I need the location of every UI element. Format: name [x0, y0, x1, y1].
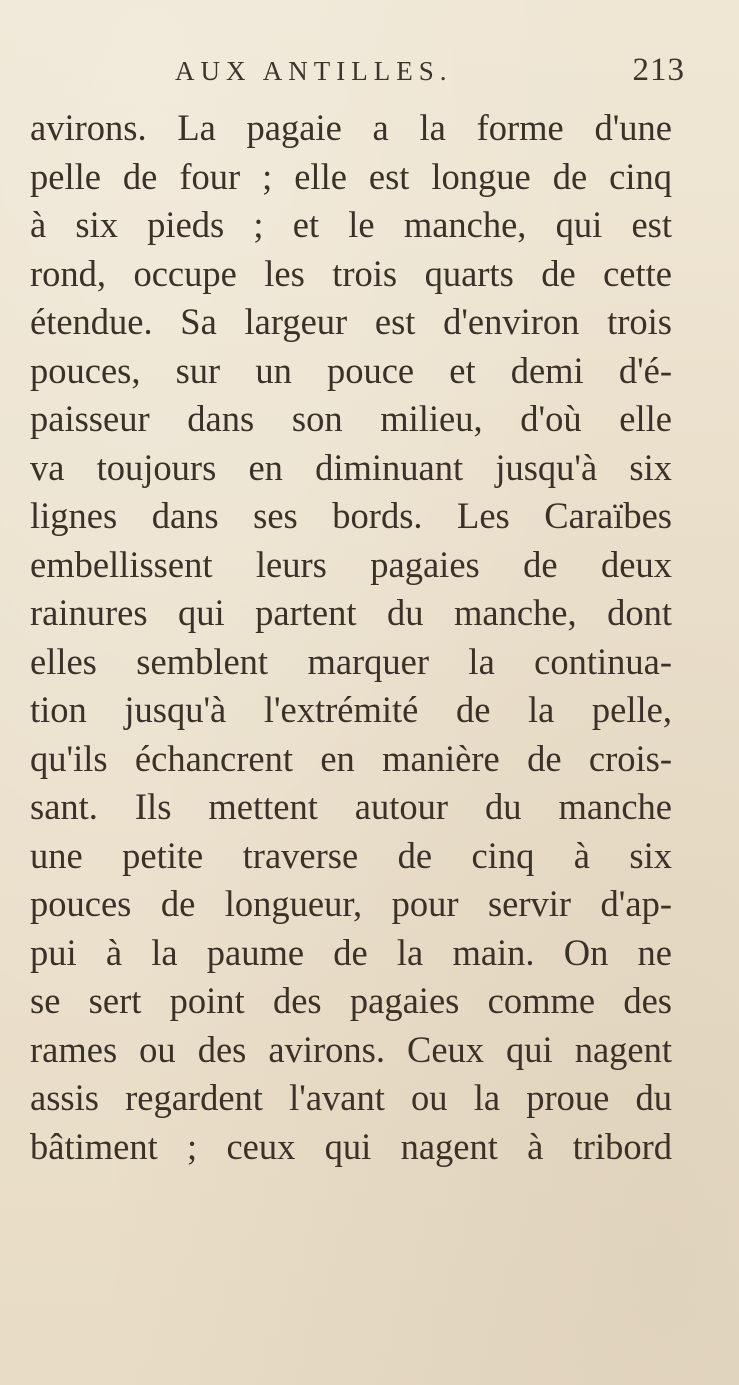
- running-title: AUX ANTILLES.: [175, 56, 453, 86]
- text-line: une petite traverse de cinq à six: [30, 834, 672, 876]
- text-line: embellissent leurs pagaies de deux: [30, 543, 672, 585]
- text-line: qu'ils échancrent en manière de crois-: [30, 737, 672, 779]
- text-line: étendue. Sa largeur est d'environ trois: [30, 301, 672, 342]
- text-line: pouces, sur un pouce et demi d'é-: [30, 349, 672, 391]
- text-line: bâtiment ; ceux qui nagent à tribord: [30, 1125, 672, 1167]
- text-line: rond, occupe les trois quarts de cette: [30, 252, 672, 294]
- body-text: [30, 104, 672, 1171]
- text-line: assis regardent l'avant ou la proue du: [30, 1077, 672, 1118]
- page-number: 213: [632, 52, 685, 88]
- text-line: pelle de four ; elle est longue de cinq: [30, 155, 672, 197]
- text-line: avirons. La pagaie a la forme d'une: [30, 107, 672, 148]
- text-line: va toujours en diminuant jusqu'à six: [30, 446, 672, 488]
- text-line: sant. Ils mettent autour du manche: [30, 786, 672, 827]
- text-line: rainures qui partent du manche, dont: [30, 592, 672, 633]
- text-line: rames ou des avirons. Ceux qui nagent: [30, 1028, 672, 1070]
- text-line: paisseur dans son milieu, d'où elle: [30, 398, 672, 439]
- text-line: pouces de longueur, pour servir d'ap-: [30, 883, 672, 924]
- text-line: lignes dans ses bords. Les Caraïbes: [30, 495, 672, 536]
- text-line: se sert point des pagaies comme des: [30, 980, 672, 1021]
- text-line: elles semblent marquer la continua-: [30, 640, 672, 682]
- text-line: tion jusqu'à l'extrémité de la pelle,: [30, 689, 672, 730]
- running-head: [175, 52, 685, 96]
- text-line: à six pieds ; et le manche, qui est: [30, 204, 672, 245]
- text-line: pui à la paume de la main. On ne: [30, 931, 672, 973]
